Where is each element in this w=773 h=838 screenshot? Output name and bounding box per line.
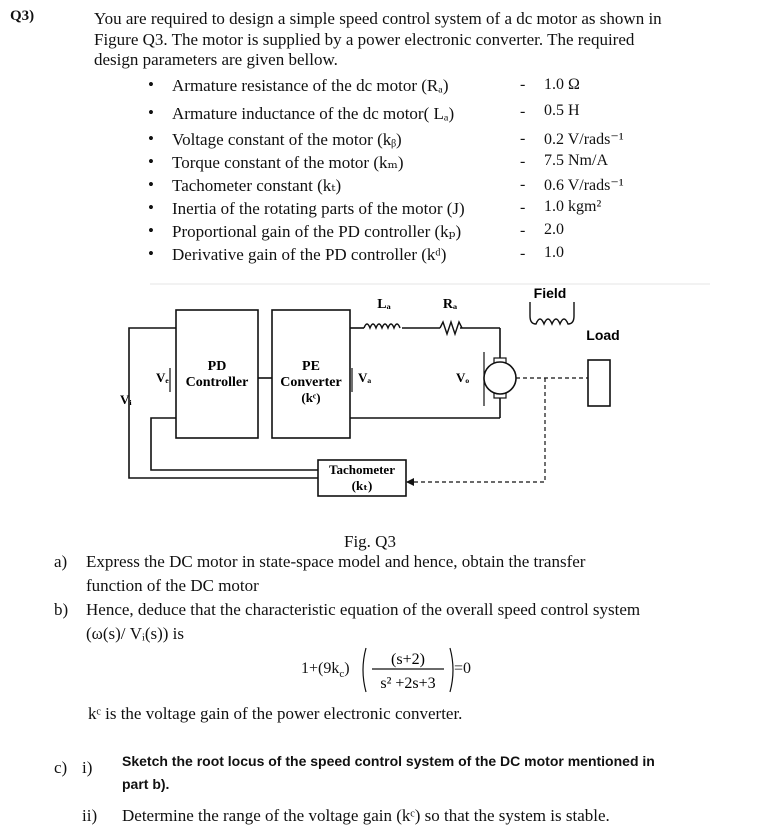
- pd-label-2: Controller: [185, 375, 249, 390]
- question-number: Q3): [10, 8, 35, 24]
- param-value: 0.5 H: [544, 102, 580, 119]
- param-label: Derivative gain of the PD controller (kᵈ): [172, 245, 447, 264]
- dash-icon: -: [520, 199, 526, 216]
- eq-fraction: [360, 644, 460, 696]
- figure-caption: Fig. Q3: [344, 532, 396, 551]
- bullet-icon: •: [148, 198, 154, 217]
- kc-note: kᶜ is the voltage gain of the power electronic converter.: [88, 704, 463, 723]
- pd-label-1: PD: [207, 359, 227, 374]
- param-value: 1.0 Ω: [544, 76, 580, 93]
- pe-label-2: Converter: [280, 375, 342, 390]
- bullet-icon: •: [148, 175, 154, 194]
- vo-label: Vₒ: [456, 370, 470, 385]
- ra-label: Rₐ: [442, 297, 458, 312]
- param-label: Proportional gain of the PD controller (kₚ): [172, 222, 462, 241]
- motor-icon: [484, 362, 516, 394]
- intro-line-3: design parameters are given bellow.: [94, 50, 338, 69]
- bullet-icon: •: [148, 221, 154, 240]
- dash-icon: -: [520, 176, 526, 193]
- dash-icon: -: [520, 222, 526, 239]
- field-winding-icon: [530, 302, 574, 324]
- speed-control-diagram: [0, 280, 773, 520]
- eq-denominator: s² +2s+3: [380, 675, 436, 692]
- bullet-icon: •: [148, 103, 154, 122]
- resistor-icon: [440, 322, 462, 334]
- pe-label-3: (kᶜ): [301, 390, 321, 405]
- part-c-ii-line: Determine the range of the voltage gain (kᶜ) so that the system is stable.: [122, 806, 610, 825]
- vi-label: Vᵢ: [120, 392, 132, 407]
- dash-icon: -: [520, 130, 526, 147]
- dash-icon: -: [520, 245, 526, 262]
- part-a-line-2: function of the DC motor: [86, 576, 259, 595]
- intro-line-2: Figure Q3. The motor is supplied by a power electronic converter. The required: [94, 30, 635, 49]
- part-b-line-1: Hence, deduce that the characteristic equation of the overall speed control system: [86, 600, 641, 619]
- part-a-line-1: Express the DC motor in state-space model and hence, obtain the transfer: [86, 552, 586, 571]
- tach-label-1: Tachometer: [329, 462, 395, 477]
- eq-numerator: (s+2): [391, 651, 425, 668]
- param-label: Armature resistance of the dc motor (Rₐ): [172, 76, 449, 95]
- param-value: 0.6 V/rads⁻¹: [544, 177, 624, 194]
- part-b-marker: b): [54, 600, 69, 619]
- param-value: 2.0: [544, 221, 564, 238]
- bullet-icon: •: [148, 244, 154, 263]
- param-value: 1.0: [544, 244, 564, 261]
- pe-converter-box: [272, 310, 350, 438]
- field-label: Field: [533, 285, 567, 301]
- eq-sub: c: [339, 668, 345, 680]
- bullet-icon: •: [148, 129, 154, 148]
- part-c-i-line-1: Sketch the root locus of the speed control system of the DC motor mentioned in: [122, 753, 655, 769]
- part-c-i-marker: i): [82, 758, 93, 777]
- param-label: Armature inductance of the dc motor( Lₐ): [172, 104, 455, 123]
- inductor-icon: [364, 324, 400, 328]
- tach-label-2: (kₜ): [351, 478, 373, 493]
- part-c-marker: c): [54, 758, 68, 777]
- param-value: 1.0 kgm²: [544, 198, 602, 215]
- dash-icon: -: [520, 76, 526, 93]
- va-label: Vₐ: [358, 370, 372, 385]
- la-label: Lₐ: [377, 297, 391, 312]
- eq-right: =0: [454, 660, 472, 677]
- bullet-icon: •: [148, 75, 154, 94]
- param-label: Tachometer constant (kₜ): [172, 176, 342, 195]
- param-value: 0.2 V/rads⁻¹: [544, 131, 624, 148]
- intro-line-1: You are required to design a simple speed control system of a dc motor as shown in: [94, 9, 662, 28]
- param-label: Voltage constant of the motor (kᵦ): [172, 130, 402, 149]
- param-value: 7.5 Nm/A: [544, 152, 608, 169]
- param-label: Inertia of the rotating parts of the motor (J): [172, 199, 465, 218]
- part-a-marker: a): [54, 552, 68, 571]
- eq-left: 1+(9k: [301, 660, 340, 677]
- part-c-i-line-2: part b).: [122, 776, 170, 792]
- load-box: [588, 360, 610, 406]
- part-b-line-2: (ω(s)/ Vᵢ(s)) is: [86, 624, 185, 643]
- bullet-icon: •: [148, 152, 154, 171]
- ve-label: Vₑ: [156, 370, 169, 385]
- pd-controller-box: [176, 310, 258, 438]
- load-label: Load: [586, 327, 620, 343]
- pe-label-1: PE: [302, 359, 320, 374]
- dash-icon: -: [520, 103, 526, 120]
- part-c-ii-marker: ii): [82, 806, 98, 825]
- param-label: Torque constant of the motor (kₘ): [172, 153, 404, 172]
- dash-icon: -: [520, 153, 526, 170]
